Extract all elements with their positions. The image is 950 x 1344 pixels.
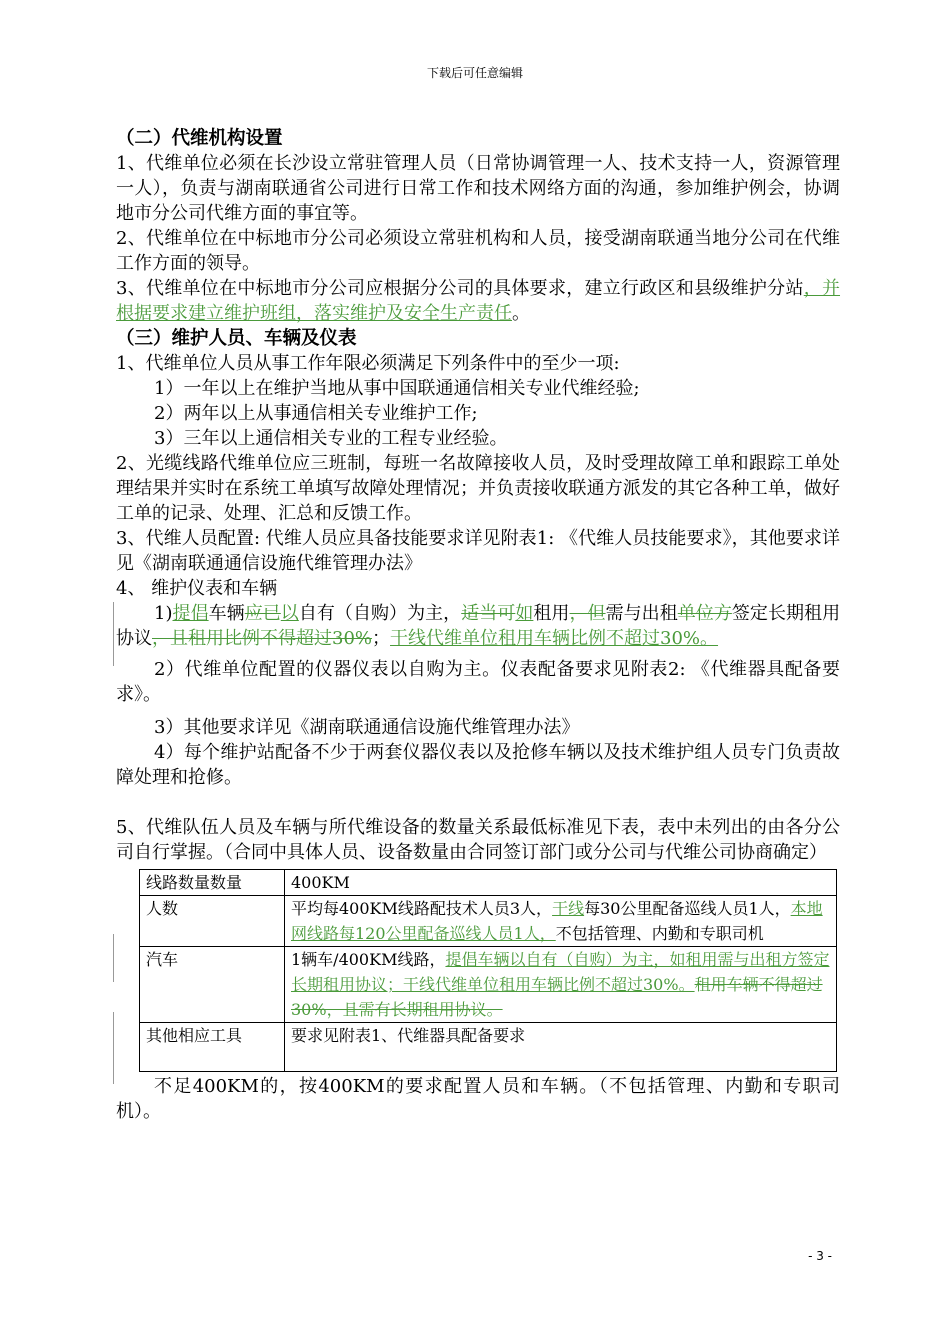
list-item: 1)提倡车辆应已以自有（自购）为主，适当可如租用，但需与出租单位方签定长期租用协议，且租用比例不得超过30%；干线代维单位租用车辆比例不超过30%。 [116,603,841,649]
table-cell: 要求见附表1、代维器具配备要求 [285,1023,837,1072]
paragraph: 4、 维护仪表和车辆 [116,578,278,599]
page-number: - 3 - [808,1249,832,1263]
table-cell: 人数 [140,896,285,947]
document-body [116,126,840,1124]
list-item: 1）一年以上在维护当地从事中国联通通信相关专业代维经验; [154,378,640,399]
table-row [140,870,837,896]
page-header: 下载后可任意编辑 [426,66,523,80]
section-heading: （二）代维机构设置 [116,128,283,149]
table-cell: 平均每400KM线路配技术人员3人，干线每30公里配备巡线人员1人，本地网线路每120公里配备巡线人员1人，不包括管理、内勤和专职司机 [285,896,837,947]
paragraph: 1、代维单位必须在长沙设立常驻管理人员（日常协调管理一人、技术支持一人，资源管理一人），负责与湖南联通省公司进行日常工作和技术网络方面的沟通，参加维护例会，协调地市分公司代维方面的事宜等。 [116,153,840,224]
paragraph: 3、代维人员配置: 代维人员应具备技能要求详见附表1: 《代维人员技能要求》，其他要求详见《湖南联通通信设施代维管理办法》 [116,528,840,574]
list-item: 3）三年以上通信相关专业的工程专业经验。 [154,428,508,449]
table-cell: 其他相应工具 [140,1023,285,1072]
change-bar [113,934,114,982]
paragraph: 2、光缆线路代维单位应三班制，每班一名故障接收人员，及时受理故障工单和跟踪工单处理结果并实时在系统工单填写故障处理情况；并负责接收联通方派发的其它各种工单，做好工单的记录、处理、汇总和反馈工作。 [116,453,840,524]
list-item: 2）两年以上从事通信相关专业维护工作; [154,403,478,424]
list-item: 3）其他要求详见《湖南联通通信设施代维管理办法》 [154,717,580,738]
staffing-table [139,869,837,1072]
table-row [140,947,837,1023]
paragraph: 1、代维单位人员从事工作年限必须满足下列条件中的至少一项: [116,353,620,374]
table-cell: 400KM [285,870,837,896]
paragraph: 3、代维单位在中标地市分公司应根据分公司的具体要求，建立行政区和县级维护分站，并根据要求建立维护班组，落实维护及安全生产责任。 [116,278,841,324]
inserted-text: ，并根据要求建立维护班组，落实维护及安全生产责任 [116,278,841,324]
list-item: 4）每个维护站配备不少于两套仪器仪表以及抢修车辆以及技术维护组人员专门负责故障处理和抢修。 [116,742,840,788]
table-row [140,1023,837,1072]
table-cell: 汽车 [140,947,285,1023]
table-cell: 线路数量数量 [140,870,285,896]
change-bar [113,1012,114,1084]
paragraph: 2、代维单位在中标地市分公司必须设立常驻机构和人员，接受湖南联通当地分公司在代维工作方面的领导。 [116,228,840,274]
paragraph: 不足400KM的，按400KM的要求配置人员和车辆。（不包括管理、内勤和专职司机）。 [116,1076,840,1122]
table-row [140,896,837,947]
section-heading: （三）维护人员、车辆及仪表 [116,328,357,349]
table-cell: 1辆车/400KM线路，提倡车辆以自有（自购）为主，如租用需与出租方签定长期租用协议；干线代维单位租用车辆比例不超过30%。租用车辆不得超过30%，且需有长期租用协议。 [285,947,837,1023]
list-item: 2）代维单位配置的仪器仪表以自购为主。仪表配备要求见附表2: 《代维器具配备要求》。 [116,659,840,705]
change-bar [113,602,114,666]
paragraph: 5、代维队伍人员及车辆与所代维设备的数量关系最低标准见下表，表中未列出的由各分公司自行掌握。（合同中具体人员、设备数量由合同签订部门或分公司与代维公司协商确定） [116,817,840,863]
